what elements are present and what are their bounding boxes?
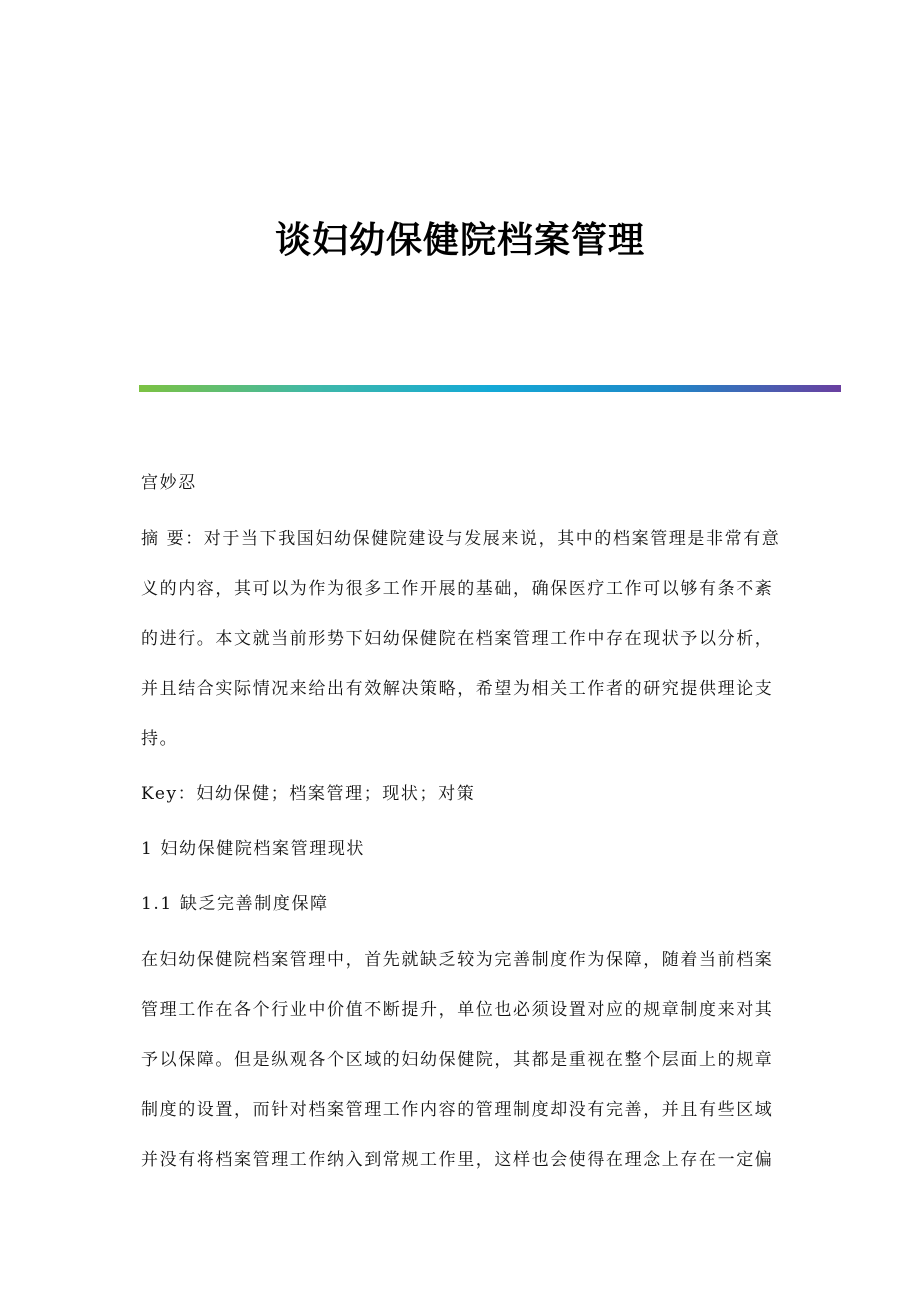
author-name: 宫妙忍	[141, 473, 197, 493]
section-heading-1-1: 1.1 缺乏完善制度保障	[141, 894, 329, 914]
keywords-line: Key：妇幼保健；档案管理；现状；对策	[141, 784, 476, 804]
body-paragraph: 在妇幼保健院档案管理中，首先就缺乏较为完善制度作为保障，随着当前档案管理工作在各个行业中价值不断提升，单位也必须设置对应的规章制度来对其予以保障。但是纵观各个区域的妇幼保健院，其都是重视在整个层面上的规章制度的设置，而针对档案管理工作内容的管理制度却没有完善，并且有些区域并没有将档案管理工作纳入到常规工作里，这样也会使得在理念上存在一定偏	[141, 950, 774, 1170]
document-title: 谈妇幼保健院档案管理	[274, 219, 645, 261]
document-body	[141, 470, 781, 1202]
abstract-paragraph: 摘 要：对于当下我国妇幼保健院建设与发展来说，其中的档案管理是非常有意义的内容，其可以为作为很多工作开展的基础，确保医疗工作可以够有条不紊的进行。本文就当前形势下妇幼保健院在档案管理工作中存在现状予以分析，并且结合实际情况来给出有效解决策略，希望为相关工作者的研究提供理论支持。	[141, 529, 781, 749]
section-heading-1: 1 妇幼保健院档案管理现状	[141, 839, 366, 859]
title-gradient-rule	[139, 385, 841, 392]
